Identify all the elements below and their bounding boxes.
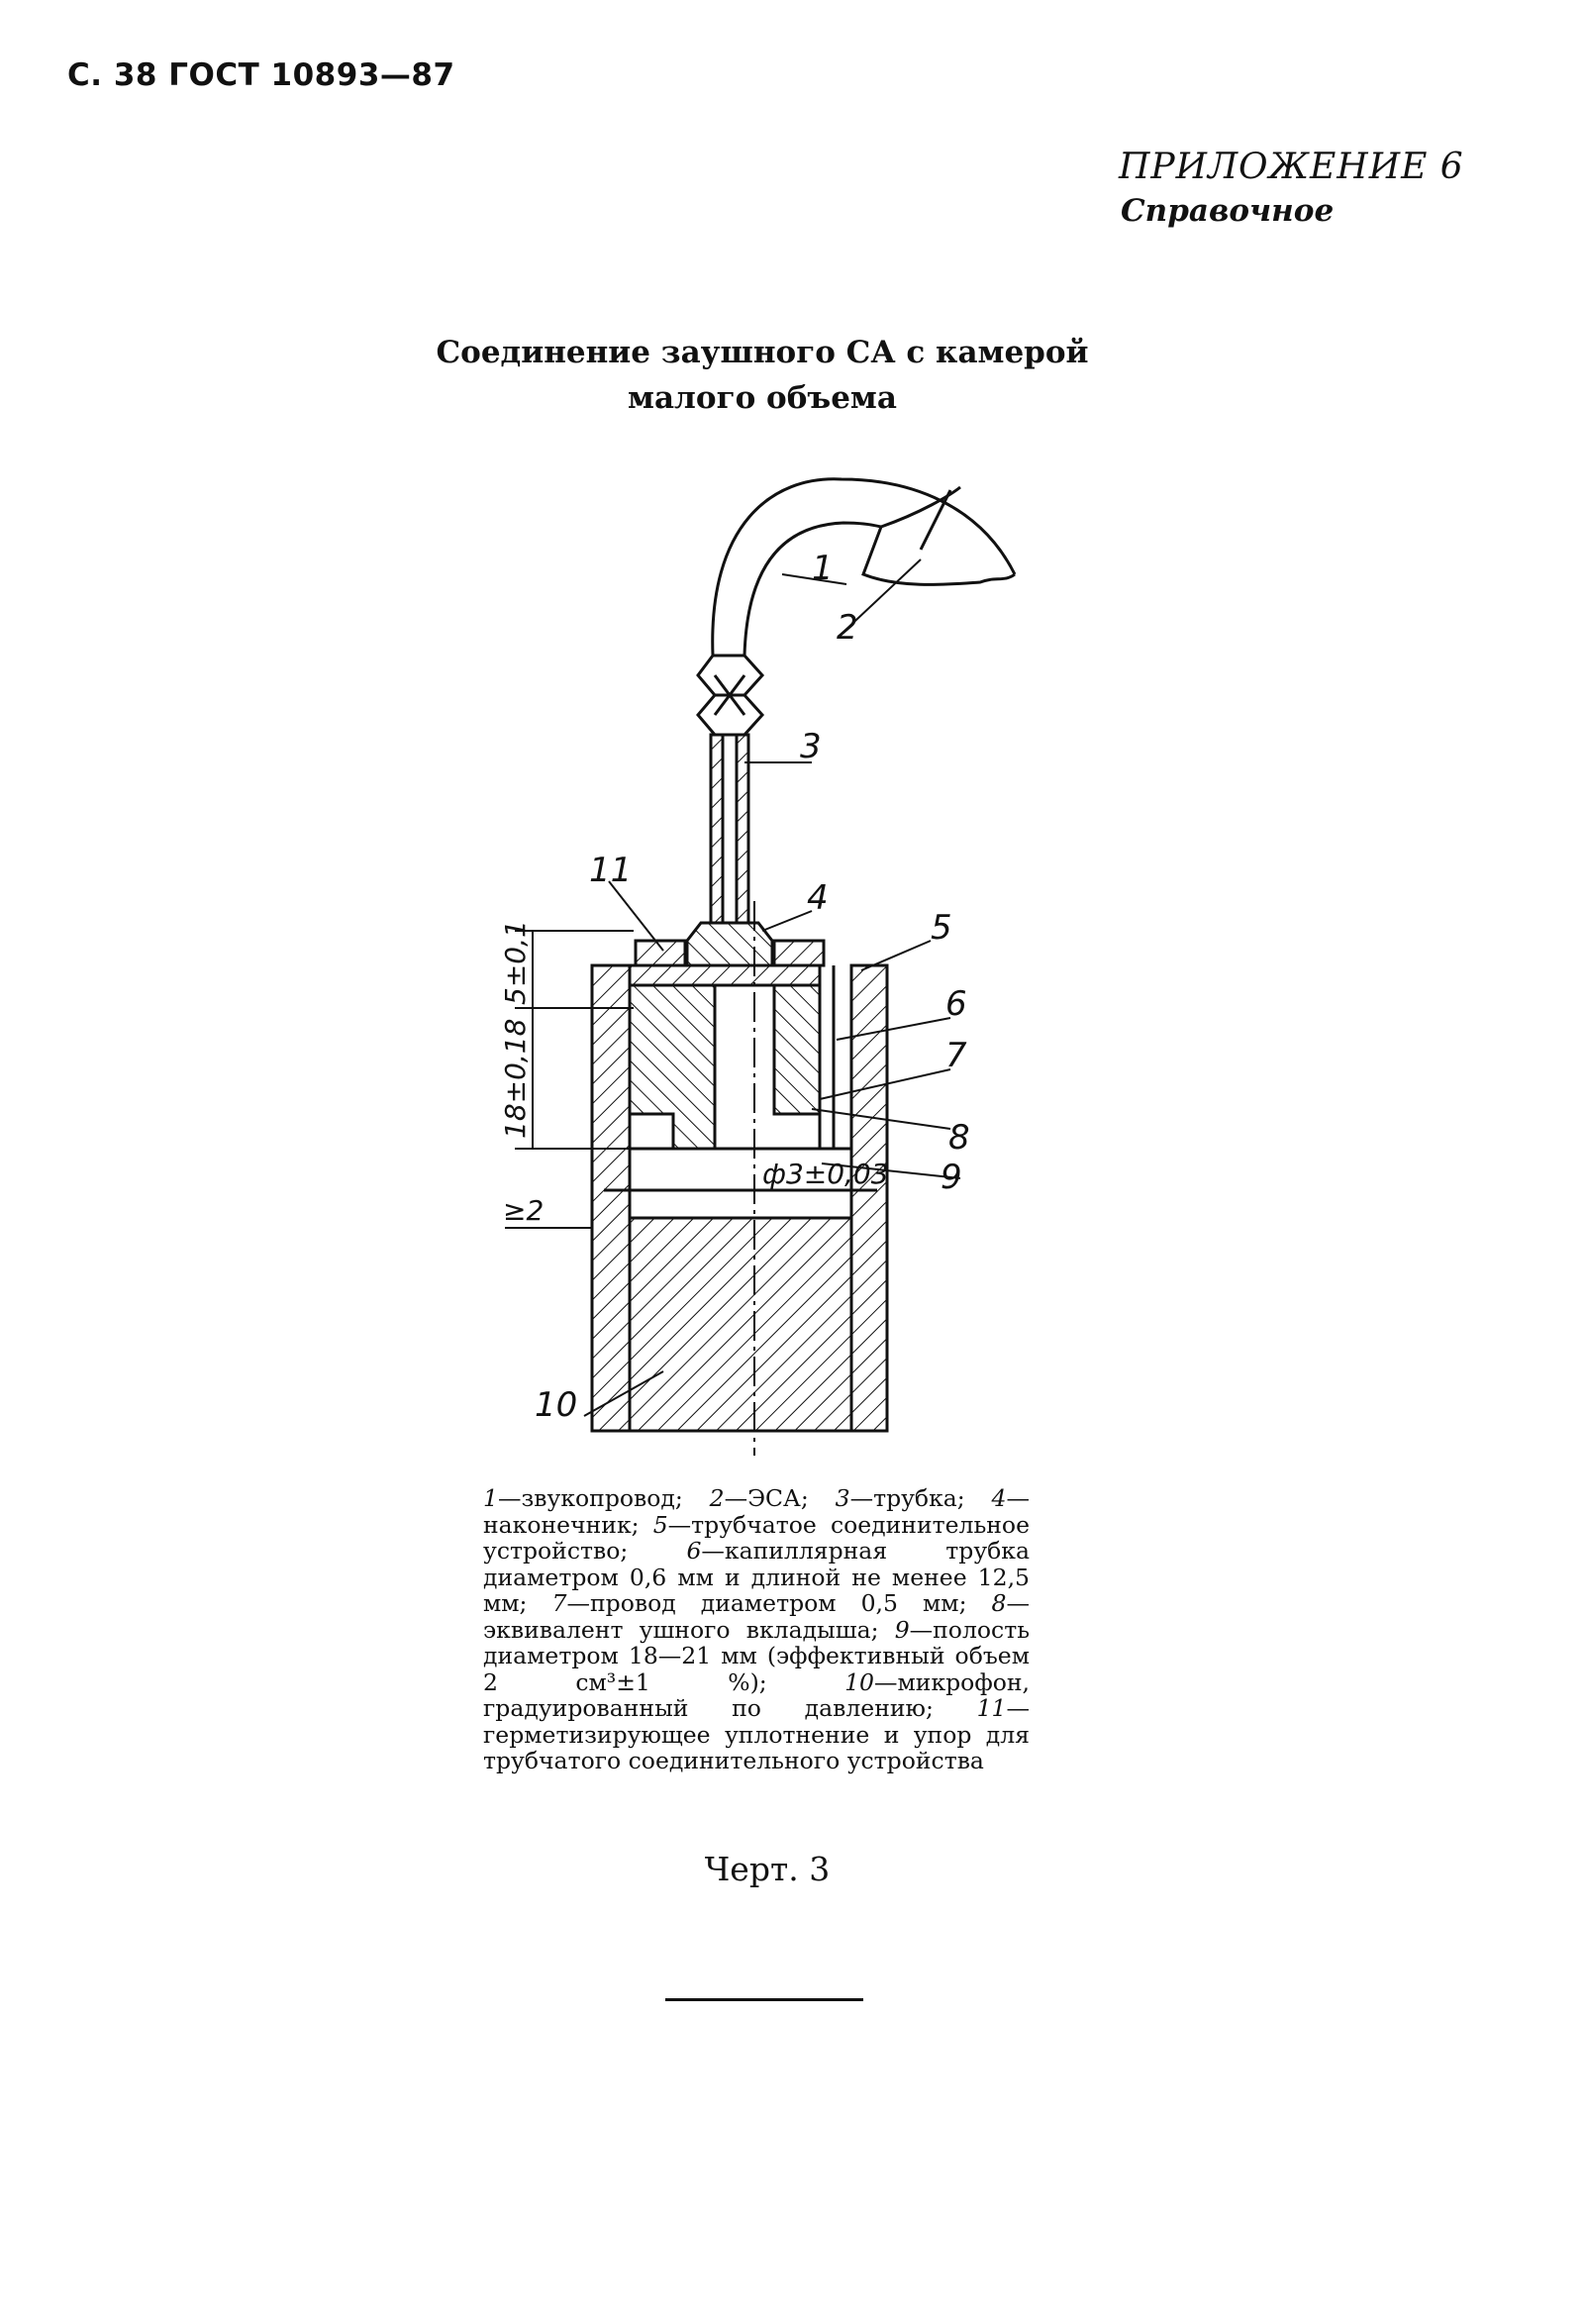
appendix-title: ПРИЛОЖЕНИЕ 6 [1119, 147, 1464, 187]
callout-5: 5 [931, 908, 952, 948]
legend-text-6: —капиллярная трубка диаметром 0,6 мм и длиной не менее 12,5 мм; [483, 1537, 1030, 1617]
legend-text-1: —звукопровод; [497, 1484, 710, 1512]
appendix-subtitle: Справочное [1121, 193, 1335, 229]
dimension-top-height: 5±0,1 [499, 920, 532, 1005]
legend-text-9: —полость диаметром 18—21 мм (эффективный объем 2 см³±1 %); [483, 1615, 1030, 1696]
legend-num-1: 1 [483, 1484, 498, 1512]
end-rule [665, 1998, 863, 2001]
legend-text-4: —наконечник; [483, 1484, 1030, 1539]
dimension-body-height: 18±0,18 [499, 1018, 532, 1139]
legend-num-9: 9 [894, 1615, 910, 1644]
callout-3: 3 [800, 727, 822, 766]
callout-7: 7 [945, 1036, 967, 1075]
legend-text-11: —герметизирующее уплотнение и упор для трубчатого соединительного устройства [483, 1694, 1030, 1774]
drawing-svg [485, 465, 1079, 1456]
callout-2: 2 [837, 608, 858, 648]
legend-text-8: —эквивалент ушного вкладыша; [483, 1589, 1030, 1644]
legend-num-8: 8 [991, 1589, 1007, 1617]
callout-1: 1 [812, 549, 834, 588]
leader-4 [762, 911, 812, 931]
esa-body [863, 487, 1015, 584]
callout-9: 9 [941, 1158, 962, 1197]
callout-4: 4 [807, 878, 829, 918]
document-title [356, 330, 1168, 421]
legend-num-2: 2 [709, 1484, 725, 1512]
dimension-min-offset: ≥2 [503, 1194, 545, 1227]
title-line-1: Соединение заушного СА с камерой [436, 335, 1089, 370]
legend-num-6: 6 [686, 1537, 702, 1565]
legend-num-10: 10 [844, 1667, 874, 1696]
title-line-2: малого объема [628, 380, 897, 416]
tip [687, 923, 772, 965]
legend-text-10: —микрофон, градуированный по давлению; [483, 1667, 1030, 1722]
microphone [630, 1218, 851, 1431]
legend-num-5: 5 [652, 1510, 668, 1539]
sound-tube-hook [713, 479, 1015, 656]
legend-text-7: —провод диаметром 0,5 мм; [566, 1589, 992, 1617]
legend-num-11: 11 [976, 1694, 1007, 1722]
callout-11: 11 [589, 851, 633, 890]
connector-knot-detail [715, 675, 744, 715]
legend-num-3: 3 [835, 1484, 850, 1512]
dimension-diameter: ф3±0,03 [762, 1158, 889, 1190]
legend-text-3: —трубка; [849, 1484, 992, 1512]
legend-num-7: 7 [551, 1589, 567, 1617]
legend-num-4: 4 [991, 1484, 1007, 1512]
legend-text-2: —ЭСА; [724, 1484, 836, 1512]
page-header: С. 38 ГОСТ 10893—87 [67, 57, 455, 93]
outer-housing-left [592, 965, 630, 1431]
seal [636, 941, 685, 965]
figure-caption: Черт. 3 [704, 1850, 831, 1888]
callout-8: 8 [948, 1118, 970, 1158]
leader-5 [861, 941, 931, 970]
figure-legend [483, 1485, 1030, 1774]
ear-insert [630, 985, 820, 1149]
sound-tube-hook-inner [744, 523, 881, 656]
technical-drawing [485, 465, 1079, 1456]
legend-text-5: —трубчатое соединительное устройство; [483, 1510, 1030, 1565]
callout-6: 6 [945, 984, 967, 1024]
callout-10: 10 [535, 1385, 578, 1425]
